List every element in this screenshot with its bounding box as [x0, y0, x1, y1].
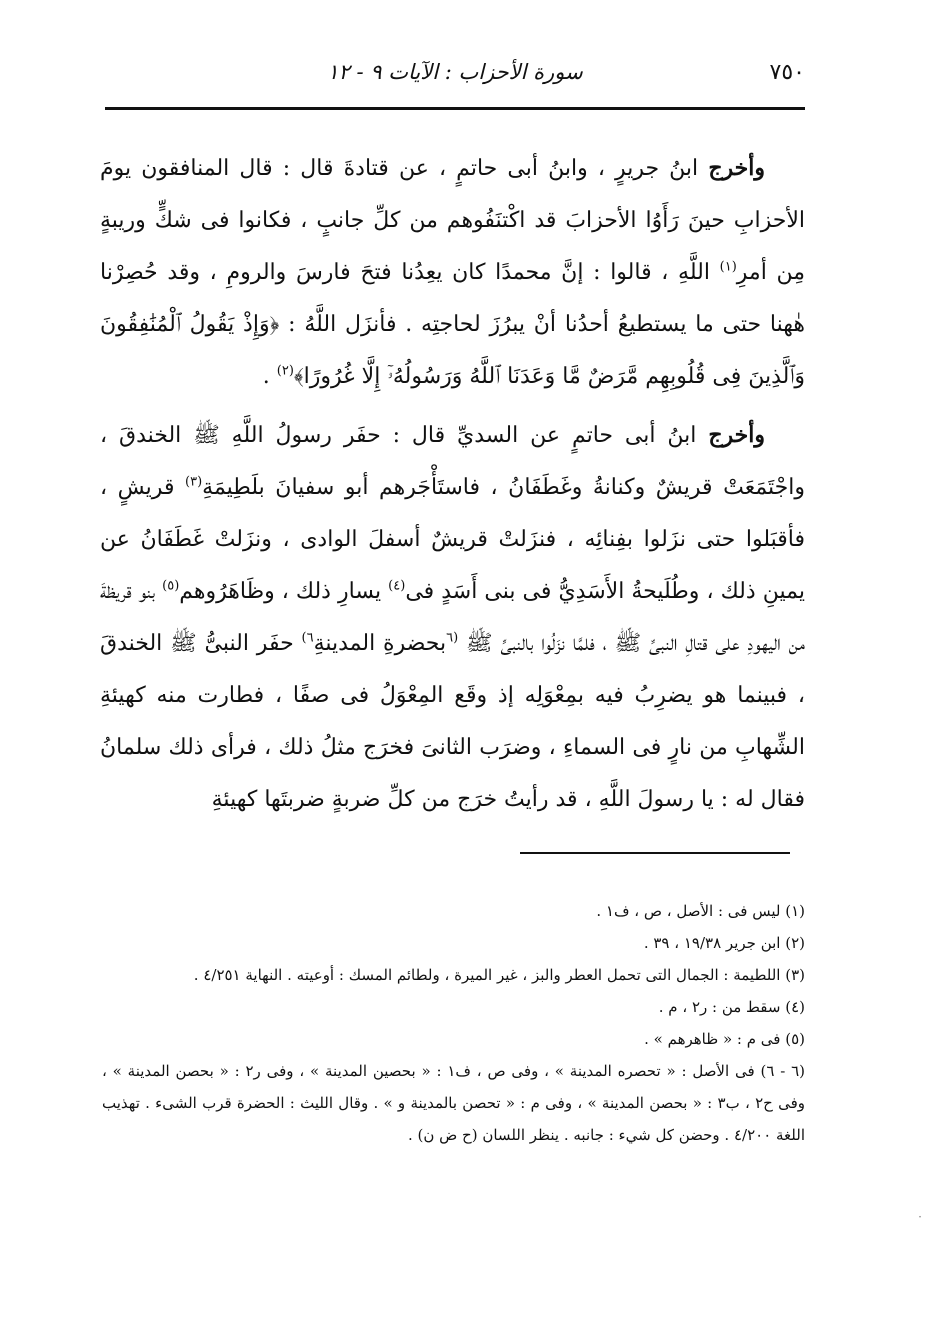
page-speck: · [918, 1210, 922, 1224]
footnote-ref-1[interactable]: (١) [719, 259, 737, 275]
paragraph-lead: وأخرج [708, 155, 765, 181]
footnote-ref-3[interactable]: (٣) [185, 474, 203, 490]
paragraph-text: قريشٍ ، فأقبَلوا حتى نزَلوا بفِنائِه ، فنزَلتْ قريشٌ أسفلَ الوادى ، ونزَلتْ غَطَفَانُ عن يمينِ ذلك ، وطُلَيحةُ الأَسَدِيُّ فى بنى أَسَدٍ فى [100, 475, 805, 604]
paragraph-text: ابنُ جريرٍ ، وابنُ أبى حاتمٍ ، عن قتادةَ قال : قال المنافقون يومَ الأحزابِ حينَ رَأَوُا الأحزابَ قد اكْتنَفُوهم من كلِّ جانبٍ ، فكانوا فى شكٍّ وريبةٍ مِن أمرِ [100, 156, 806, 285]
footnote-4: (٤) سقط من : ر٢ ، م . [658, 998, 805, 1016]
paragraph-end: . [262, 364, 277, 389]
footnote-3: (٣) اللطيمة : الجمال التى تحمل العطر والبز ، غير الميرة ، ولطائم المسك : أوعيته . النهاية ٤/٢٥١ . [193, 966, 805, 984]
page-number: ٧٥٠ [769, 60, 805, 85]
footnote-ref-4[interactable]: (٤) [388, 578, 406, 594]
paragraph-1 [100, 142, 805, 403]
paragraph-text: حفَر النبىُّ ﷺ الخندقَ ، فبينما هو يضرِبُ فيه بمِعْوَلِه إذ وقَع المِعْوَلُ فى صفًا ، فطارت منه كهيئةِ الشِّهابِ من نارٍ فى السماءِ ، وضرَب الثانىَ فخرَج مثلُ ذلك ، فرأى ذلك سلمانُ فقال له : يا رسولَ اللَّهِ ، قد رأيتُ خرَج من كلِّ ضربةٍ ضربتَها كهيئةِ [100, 631, 805, 812]
running-title: سورة الأحزاب : الآيات ٩ - ١٢ [327, 60, 583, 84]
footnote-5: (٥) فى م : « ظاهرهم » . [644, 1030, 805, 1048]
footnote-ref-5[interactable]: (٥) [162, 578, 180, 594]
footnote-ref-6-start[interactable]: (٦ [446, 630, 459, 646]
footnote-ref-6-end[interactable]: ٦) [301, 630, 314, 646]
paragraph-text: بحضرةِ المدينةِ [313, 631, 447, 656]
paragraph-text: بنو قريظةَ من اليهودِ على قتالِ النبىِّ ﷺ ، فلمَّا نزَلُوا بالنبىِّ ﷺ [100, 579, 805, 656]
paragraph-text: يسارِ ذلك ، وظَاهَرُوهم [179, 579, 382, 604]
page-header [105, 60, 805, 96]
paragraph-2 [100, 409, 805, 826]
footnotes [102, 895, 805, 1151]
paragraph-lead: وأخرج [708, 422, 765, 448]
main-text [100, 142, 805, 826]
footnote-ref-2[interactable]: (٢) [276, 363, 294, 379]
footnote-1: (١) ليس فى : الأصل ، ص ، ف١ . [596, 902, 805, 920]
paragraph-text: اللَّهِ ، قالوا : إنَّ محمدًا كان يعِدُنا فتحَ فارسَ والرومِ ، وقد حُصِرْنا هٰهنا حتى ما يستطيعُ أحدُنا أنْ يبرُزَ لحاجتِه . فأنزَل اللَّهُ : ﴿وَإِذْ يَقُولُ ٱلْمُنَٰفِقُونَ وَٱلَّذِينَ فِى قُلُوبِهِم مَّرَضٌ مَّا وَعَدَنَا ٱللَّهُ وَرَسُولُهُۥٓ إِلَّا غُرُورًا﴾ [100, 260, 805, 389]
footnote-2: (٢) ابن جرير ١٩/٣٨ ، ٣٩ . [643, 934, 805, 952]
paragraph-text: ابنُ أبى حاتمٍ عن السديِّ قال : حفَر رسولُ اللَّهِ ﷺ الخندقَ ، واجْتَمَعَتْ قريشٌ وكنانةُ وغَطَفَانُ ، فاستَأْجَرهم أبو سفيانَ بلَطِيمَةِ [100, 423, 806, 500]
header-rule [105, 107, 805, 110]
footnote-rule [520, 852, 790, 854]
footnote-6: (٦ - ٦) فى الأصل : « تحصره المدينة » ، وفى ص ، ف١ : « بحصين المدينة » ، وفى ر٢ : « بحصن المدينة » ، وفى ح٢ ، ب٣ : « بحصن المدينة » ، وفى م : « تحصن بالمدينة و » . وقال الليث : الحضرة قرب الشىء . تهذيب اللغة ٤/٢٠٠ . وحضن كل شيء : جانبه . ينظر اللسان (ح ض ن) . [102, 1062, 806, 1144]
